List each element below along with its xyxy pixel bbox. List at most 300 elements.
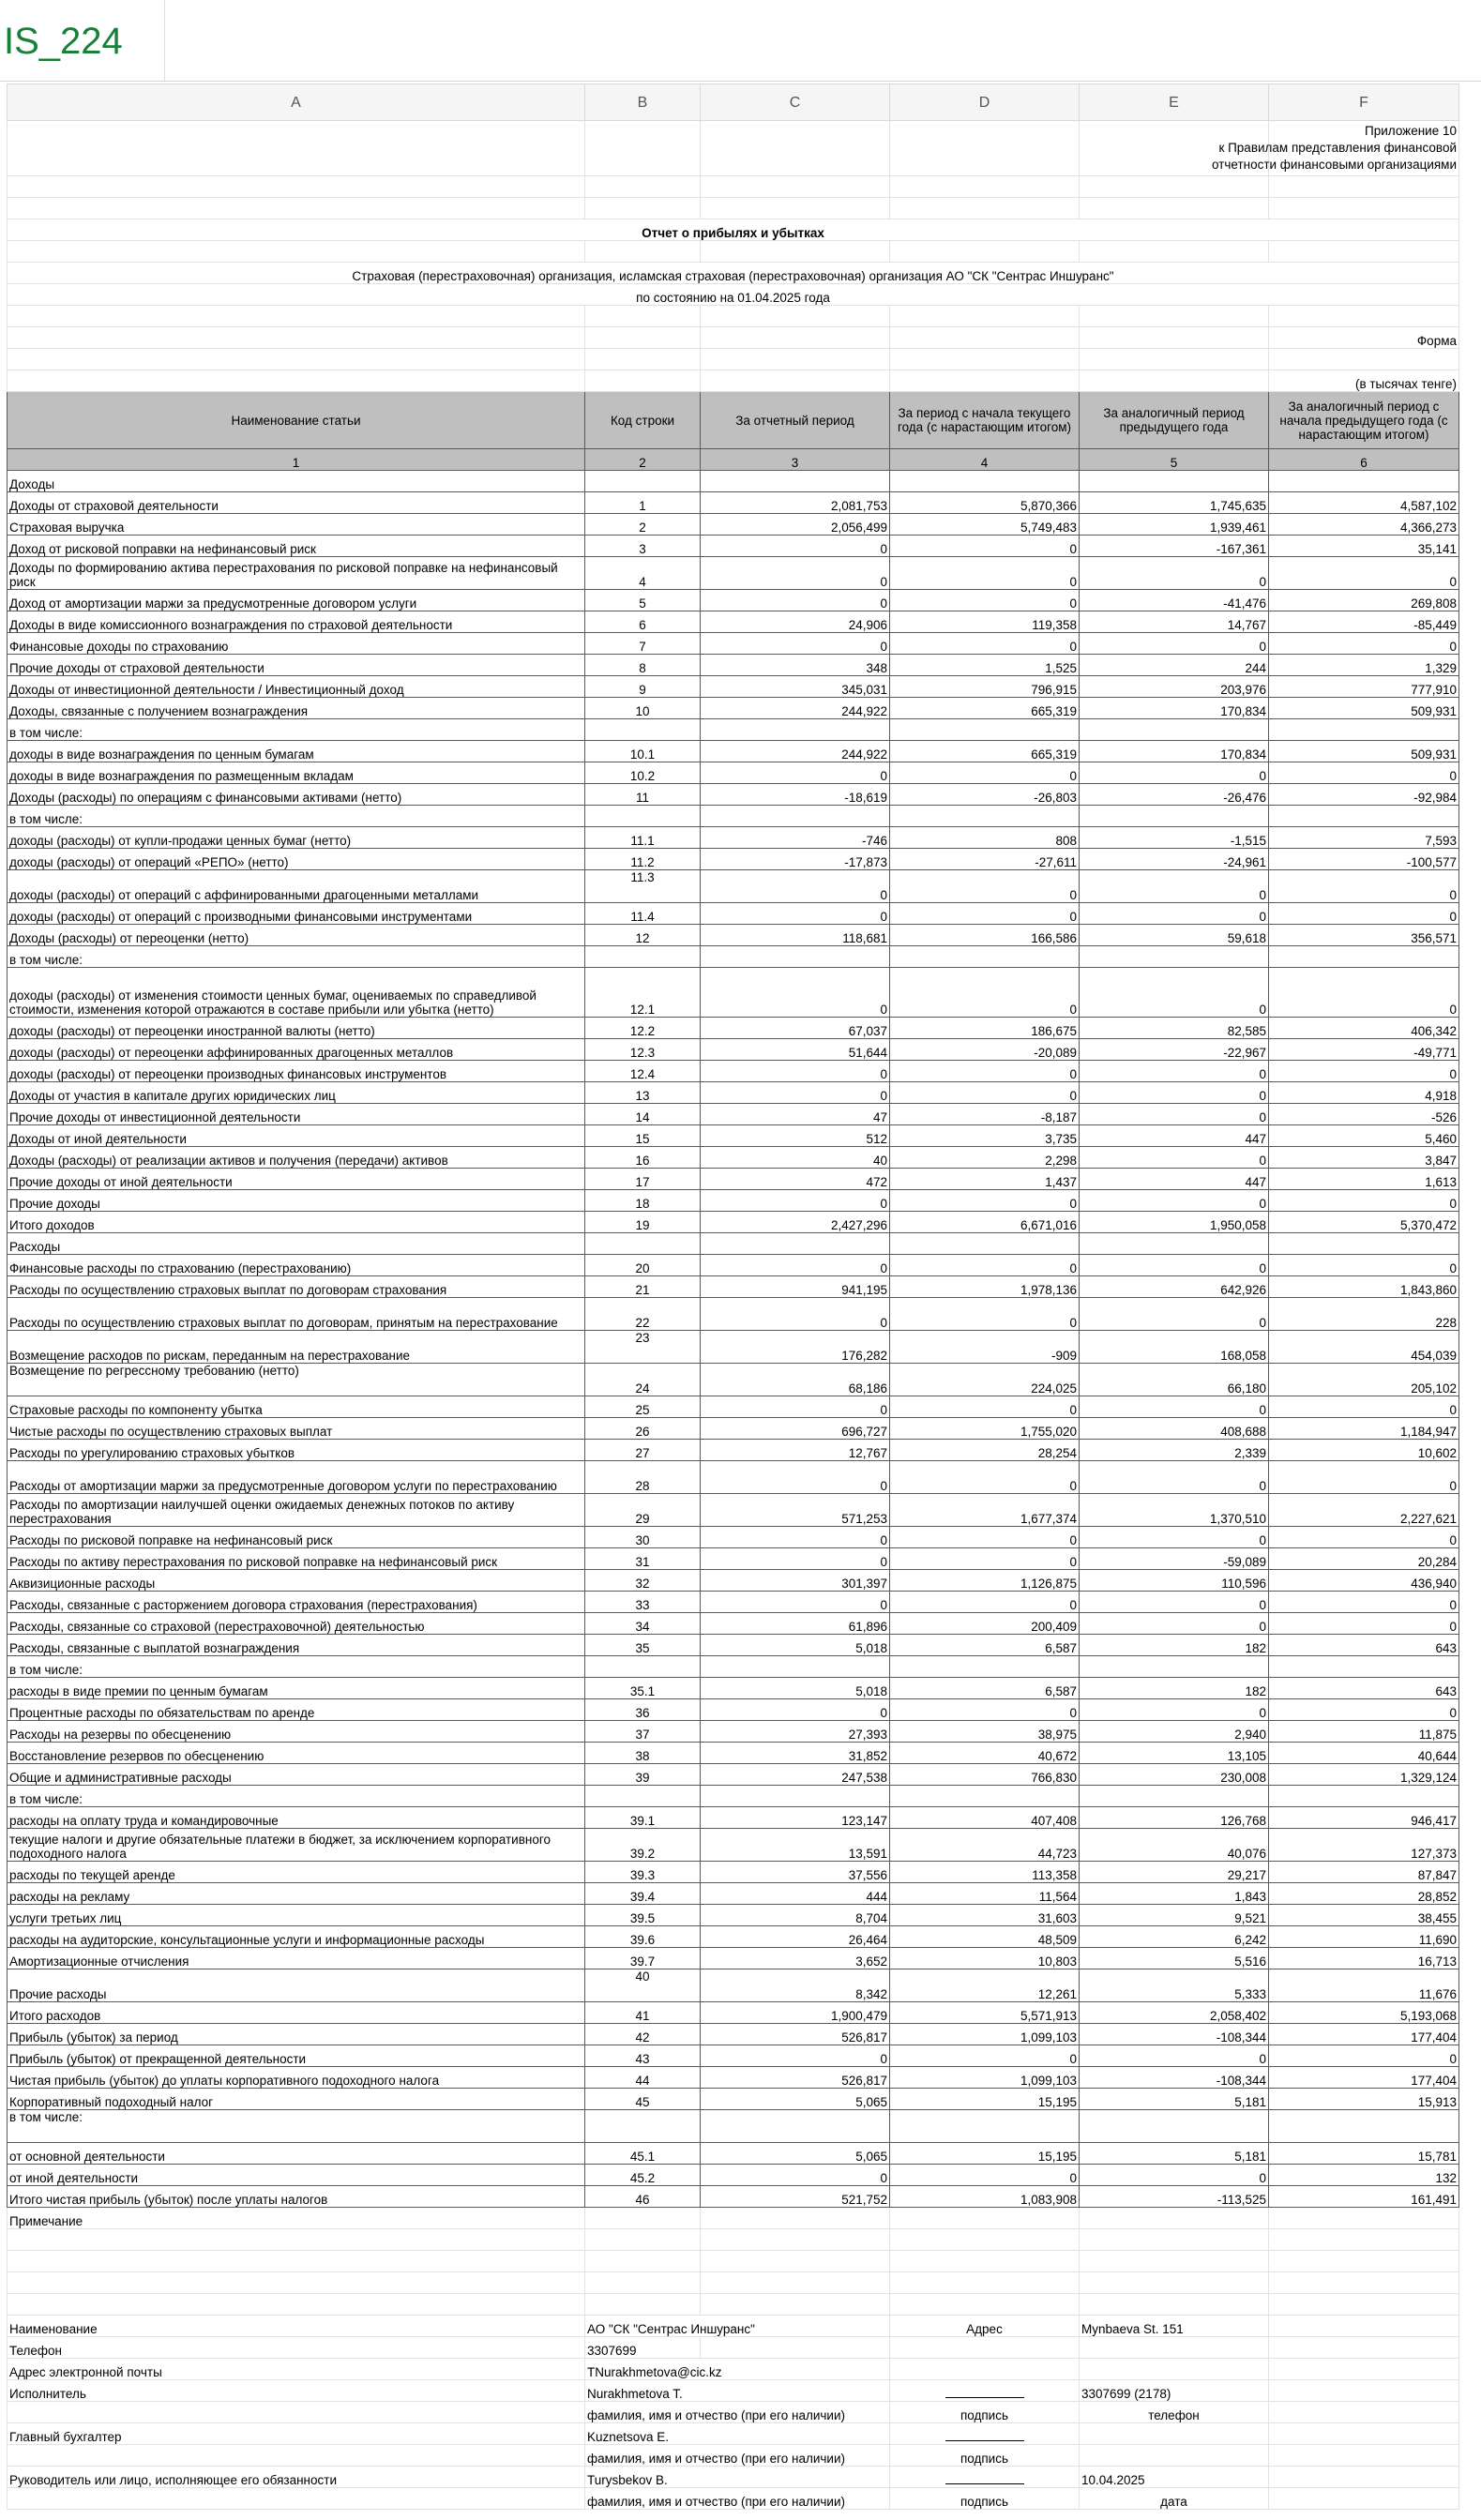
appendix-cell[interactable] — [1211, 121, 1459, 176]
value-prior-period[interactable]: 0 — [1080, 1699, 1269, 1721]
item-name-cell[interactable]: Прибыль (убыток) за период — [8, 2024, 585, 2045]
value-ytd-prior[interactable]: 454,039 — [1269, 1331, 1459, 1364]
value-ytd-prior[interactable]: 643 — [1269, 1678, 1459, 1699]
value-ytd-current[interactable]: 6,671,016 — [890, 1212, 1080, 1233]
item-name-cell[interactable]: доходы в виде вознаграждения по ценным бумагам — [8, 741, 585, 762]
value-ytd-prior[interactable]: 3,847 — [1269, 1147, 1459, 1169]
value-prior-period[interactable]: 0 — [1080, 762, 1269, 784]
value-prior-period[interactable]: 0 — [1080, 1255, 1269, 1276]
value-reporting-period[interactable]: 118,681 — [701, 925, 890, 946]
item-name-cell[interactable]: Доходы от иной деятельности — [8, 1125, 585, 1147]
value-reporting-period[interactable]: 0 — [701, 903, 890, 925]
value-prior-period[interactable]: 230,008 — [1080, 1764, 1269, 1786]
value-ytd-prior[interactable]: 35,141 — [1269, 536, 1459, 557]
value-ytd-prior[interactable]: 269,808 — [1269, 590, 1459, 611]
value-prior-period[interactable]: 6,242 — [1080, 1926, 1269, 1948]
value-prior-period[interactable]: 0 — [1080, 1082, 1269, 1104]
item-name-cell[interactable]: Прочие доходы от иной деятельности — [8, 1169, 585, 1190]
row-code-cell[interactable]: 46 — [585, 2186, 701, 2208]
item-name-cell[interactable]: Прибыль (убыток) от прекращенной деятельности — [8, 2045, 585, 2067]
value-ytd-current[interactable]: 1,083,908 — [890, 2186, 1080, 2208]
value-reporting-period[interactable]: 0 — [701, 1548, 890, 1570]
value-ytd-current[interactable]: 5,749,483 — [890, 514, 1080, 536]
value-ytd-prior[interactable]: 1,613 — [1269, 1169, 1459, 1190]
row-code-cell[interactable]: 11.2 — [585, 849, 701, 870]
item-name-cell[interactable]: доходы (расходы) от переоценки иностранной валюты (нетто) — [8, 1018, 585, 1039]
value-ytd-current[interactable]: 3,735 — [890, 1125, 1080, 1147]
item-name-cell[interactable]: Доходы — [8, 471, 585, 492]
value-ytd-current[interactable] — [890, 806, 1080, 827]
value-reporting-period[interactable]: 5,065 — [701, 2143, 890, 2165]
value-reporting-period[interactable]: 345,031 — [701, 676, 890, 698]
value-prior-period[interactable]: 170,834 — [1080, 741, 1269, 762]
row-code-cell[interactable]: 23 — [585, 1331, 701, 1364]
value-ytd-prior[interactable]: 0 — [1269, 903, 1459, 925]
value-ytd-current[interactable]: 0 — [890, 1396, 1080, 1418]
value-prior-period[interactable]: 244 — [1080, 655, 1269, 676]
footer-address-value[interactable]: Mynbaeva St. 151 — [1080, 2316, 1269, 2337]
value-ytd-current[interactable]: 2,298 — [890, 1147, 1080, 1169]
value-reporting-period[interactable]: 696,727 — [701, 1418, 890, 1440]
item-name-cell[interactable]: Доходы от участия в капитале других юридических лиц — [8, 1082, 585, 1104]
column-header-f[interactable]: F — [1269, 84, 1459, 121]
value-prior-period[interactable]: -108,344 — [1080, 2067, 1269, 2089]
value-ytd-prior[interactable]: 0 — [1269, 870, 1459, 903]
row-code-cell[interactable]: 11.3 — [585, 870, 701, 903]
row-code-cell[interactable]: 25 — [585, 1396, 701, 1418]
item-name-cell[interactable]: Возмещение расходов по рискам, переданным на перестрахование — [8, 1331, 585, 1364]
value-prior-period[interactable]: 0 — [1080, 1461, 1269, 1494]
value-ytd-prior[interactable]: 228 — [1269, 1298, 1459, 1331]
value-prior-period[interactable]: 0 — [1080, 968, 1269, 1018]
value-reporting-period[interactable]: 526,817 — [701, 2067, 890, 2089]
value-ytd-current[interactable] — [890, 471, 1080, 492]
value-prior-period[interactable]: 5,181 — [1080, 2089, 1269, 2110]
value-prior-period[interactable]: -167,361 — [1080, 536, 1269, 557]
row-code-cell[interactable]: 35 — [585, 1635, 701, 1656]
item-name-cell[interactable]: Доходы (расходы) от переоценки (нетто) — [8, 925, 585, 946]
value-ytd-prior[interactable] — [1269, 1786, 1459, 1807]
value-ytd-current[interactable]: 200,409 — [890, 1613, 1080, 1635]
value-reporting-period[interactable]: 31,852 — [701, 1743, 890, 1764]
header-reporting-period[interactable]: За отчетный период — [701, 392, 890, 449]
item-name-cell[interactable]: Расходы на резервы по обесценению — [8, 1721, 585, 1743]
value-prior-period[interactable]: 447 — [1080, 1169, 1269, 1190]
value-reporting-period[interactable] — [701, 471, 890, 492]
row-code-cell[interactable]: 45 — [585, 2089, 701, 2110]
row-code-cell[interactable]: 26 — [585, 1418, 701, 1440]
value-prior-period[interactable] — [1080, 946, 1269, 968]
column-header-d[interactable]: D — [890, 84, 1080, 121]
value-prior-period[interactable]: 59,618 — [1080, 925, 1269, 946]
value-ytd-prior[interactable]: 28,852 — [1269, 1883, 1459, 1905]
report-title[interactable]: Отчет о прибылях и убытках — [8, 219, 1459, 241]
row-code-cell[interactable]: 44 — [585, 2067, 701, 2089]
value-ytd-prior[interactable]: -92,984 — [1269, 784, 1459, 806]
row-code-cell[interactable]: 11.4 — [585, 903, 701, 925]
item-name-cell[interactable]: Расходы по осуществлению страховых выплат по договорам страхования — [8, 1276, 585, 1298]
item-name-cell[interactable]: Доходы, связанные с получением вознаграждения — [8, 698, 585, 719]
value-ytd-current[interactable]: 5,571,913 — [890, 2002, 1080, 2024]
value-ytd-prior[interactable]: 5,193,068 — [1269, 2002, 1459, 2024]
value-ytd-current[interactable]: 48,509 — [890, 1926, 1080, 1948]
value-reporting-period[interactable]: 348 — [701, 655, 890, 676]
row-code-cell[interactable] — [585, 1786, 701, 1807]
value-ytd-current[interactable] — [890, 1656, 1080, 1678]
row-code-cell[interactable]: 17 — [585, 1169, 701, 1190]
value-ytd-current[interactable]: 38,975 — [890, 1721, 1080, 1743]
value-ytd-prior[interactable]: 132 — [1269, 2165, 1459, 2186]
value-ytd-prior[interactable] — [1269, 946, 1459, 968]
value-ytd-current[interactable]: 10,803 — [890, 1948, 1080, 1969]
value-ytd-prior[interactable]: 0 — [1269, 762, 1459, 784]
row-code-cell[interactable]: 42 — [585, 2024, 701, 2045]
item-name-cell[interactable]: Расходы от амортизации маржи за предусмотренные договором услуги по перестрахованию — [8, 1461, 585, 1494]
row-code-cell[interactable]: 6 — [585, 611, 701, 633]
item-name-cell[interactable]: Прочие доходы — [8, 1190, 585, 1212]
row-code-cell[interactable]: 29 — [585, 1494, 701, 1527]
value-ytd-current[interactable]: 44,723 — [890, 1829, 1080, 1862]
value-prior-period[interactable]: 0 — [1080, 2045, 1269, 2067]
value-ytd-current[interactable]: 15,195 — [890, 2143, 1080, 2165]
value-ytd-current[interactable]: 0 — [890, 1527, 1080, 1548]
value-ytd-current[interactable]: 0 — [890, 968, 1080, 1018]
value-ytd-current[interactable]: 0 — [890, 590, 1080, 611]
value-ytd-current[interactable]: 0 — [890, 1298, 1080, 1331]
value-prior-period[interactable]: 2,058,402 — [1080, 2002, 1269, 2024]
value-ytd-prior[interactable]: 643 — [1269, 1635, 1459, 1656]
item-name-cell[interactable]: в том числе: — [8, 946, 585, 968]
row-code-cell[interactable]: 3 — [585, 536, 701, 557]
item-name-cell[interactable]: Расходы — [8, 1233, 585, 1255]
value-ytd-prior[interactable]: 946,417 — [1269, 1807, 1459, 1829]
value-ytd-prior[interactable]: 436,940 — [1269, 1570, 1459, 1592]
value-ytd-current[interactable]: 40,672 — [890, 1743, 1080, 1764]
header-ytd-current[interactable]: За период с начала текущего года (с нарастающим итогом) — [890, 392, 1080, 449]
value-prior-period[interactable]: 29,217 — [1080, 1862, 1269, 1883]
value-reporting-period[interactable]: 5,018 — [701, 1635, 890, 1656]
row-code-cell[interactable] — [585, 2110, 701, 2143]
value-reporting-period[interactable]: 24,906 — [701, 611, 890, 633]
value-ytd-current[interactable]: 15,195 — [890, 2089, 1080, 2110]
footer-head-label[interactable]: Руководитель или лицо, исполняющее его обязанности — [8, 2467, 585, 2488]
value-reporting-period[interactable]: 0 — [701, 762, 890, 784]
value-prior-period[interactable]: 9,521 — [1080, 1905, 1269, 1926]
row-code-cell[interactable]: 12.4 — [585, 1061, 701, 1082]
value-ytd-prior[interactable]: 1,329,124 — [1269, 1764, 1459, 1786]
value-reporting-period[interactable]: 244,922 — [701, 698, 890, 719]
footer-name-label[interactable]: Наименование — [8, 2316, 585, 2337]
value-reporting-period[interactable]: 5,018 — [701, 1678, 890, 1699]
value-ytd-prior[interactable]: 177,404 — [1269, 2024, 1459, 2045]
value-ytd-current[interactable] — [890, 2110, 1080, 2143]
value-prior-period[interactable]: 0 — [1080, 870, 1269, 903]
value-prior-period[interactable]: 408,688 — [1080, 1418, 1269, 1440]
value-ytd-prior[interactable]: 0 — [1269, 2045, 1459, 2067]
row-code-cell[interactable]: 40 — [585, 1969, 701, 2002]
value-prior-period[interactable] — [1080, 1656, 1269, 1678]
value-reporting-period[interactable]: 941,195 — [701, 1276, 890, 1298]
value-reporting-period[interactable]: 1,900,479 — [701, 2002, 890, 2024]
item-name-cell[interactable]: расходы на рекламу — [8, 1883, 585, 1905]
value-prior-period[interactable]: 0 — [1080, 1298, 1269, 1331]
value-reporting-period[interactable]: 68,186 — [701, 1364, 890, 1396]
row-code-cell[interactable]: 12.1 — [585, 968, 701, 1018]
value-reporting-period[interactable]: 0 — [701, 1190, 890, 1212]
note-label[interactable]: Примечание — [8, 2208, 585, 2229]
value-prior-period[interactable]: 0 — [1080, 1613, 1269, 1635]
value-prior-period[interactable]: 0 — [1080, 557, 1269, 590]
value-prior-period[interactable]: 168,058 — [1080, 1331, 1269, 1364]
value-reporting-period[interactable]: 301,397 — [701, 1570, 890, 1592]
footer-executor-phone[interactable]: 3307699 (2178) — [1080, 2380, 1269, 2402]
value-ytd-prior[interactable]: 1,184,947 — [1269, 1418, 1459, 1440]
form-label[interactable]: Форма — [1269, 327, 1459, 349]
column-header-c[interactable]: C — [701, 84, 890, 121]
value-ytd-prior[interactable]: 38,455 — [1269, 1905, 1459, 1926]
value-ytd-prior[interactable]: 15,913 — [1269, 2089, 1459, 2110]
value-reporting-period[interactable]: 61,896 — [701, 1613, 890, 1635]
row-code-cell[interactable]: 7 — [585, 633, 701, 655]
value-ytd-prior[interactable] — [1269, 1233, 1459, 1255]
value-prior-period[interactable]: 5,516 — [1080, 1948, 1269, 1969]
row-code-cell[interactable] — [585, 1656, 701, 1678]
item-name-cell[interactable]: доходы (расходы) от изменения стоимости ценных бумаг, оцениваемых по справедливой стоимости, изменения которой отражаются в составе прибыли или убытка (нетто) — [8, 968, 585, 1018]
row-code-cell[interactable]: 8 — [585, 655, 701, 676]
value-prior-period[interactable]: 5,333 — [1080, 1969, 1269, 2002]
value-ytd-current[interactable]: -27,611 — [890, 849, 1080, 870]
row-code-cell[interactable]: 31 — [585, 1548, 701, 1570]
value-reporting-period[interactable] — [701, 719, 890, 741]
value-prior-period[interactable]: 1,950,058 — [1080, 1212, 1269, 1233]
row-code-cell[interactable]: 22 — [585, 1298, 701, 1331]
value-ytd-current[interactable] — [890, 946, 1080, 968]
value-ytd-prior[interactable]: 0 — [1269, 1461, 1459, 1494]
row-code-cell[interactable]: 43 — [585, 2045, 701, 2067]
item-name-cell[interactable]: Доходы от страховой деятельности — [8, 492, 585, 514]
value-ytd-prior[interactable]: 4,587,102 — [1269, 492, 1459, 514]
value-prior-period[interactable]: -22,967 — [1080, 1039, 1269, 1061]
row-code-cell[interactable]: 38 — [585, 1743, 701, 1764]
value-ytd-prior[interactable]: 509,931 — [1269, 698, 1459, 719]
row-code-cell[interactable]: 11.1 — [585, 827, 701, 849]
value-ytd-current[interactable]: 796,915 — [890, 676, 1080, 698]
value-prior-period[interactable]: 5,181 — [1080, 2143, 1269, 2165]
header-number[interactable]: 6 — [1269, 449, 1459, 471]
value-reporting-period[interactable]: 176,282 — [701, 1331, 890, 1364]
item-name-cell[interactable]: доходы в виде вознаграждения по размещенным вкладам — [8, 762, 585, 784]
value-prior-period[interactable]: 0 — [1080, 1396, 1269, 1418]
item-name-cell[interactable]: Доход от амортизации маржи за предусмотренные договором услуги — [8, 590, 585, 611]
item-name-cell[interactable]: Страховые расходы по компоненту убытка — [8, 1396, 585, 1418]
footer-head-value[interactable]: Turysbekov B. — [585, 2467, 890, 2488]
value-ytd-current[interactable]: 0 — [890, 870, 1080, 903]
value-reporting-period[interactable]: 0 — [701, 870, 890, 903]
value-ytd-current[interactable]: 1,099,103 — [890, 2024, 1080, 2045]
value-reporting-period[interactable]: 0 — [701, 1255, 890, 1276]
value-prior-period[interactable]: 110,596 — [1080, 1570, 1269, 1592]
value-reporting-period[interactable]: 47 — [701, 1104, 890, 1125]
value-ytd-current[interactable]: 0 — [890, 2165, 1080, 2186]
row-code-cell[interactable]: 16 — [585, 1147, 701, 1169]
value-reporting-period[interactable]: 2,056,499 — [701, 514, 890, 536]
value-ytd-current[interactable]: 407,408 — [890, 1807, 1080, 1829]
value-prior-period[interactable]: 2,339 — [1080, 1440, 1269, 1461]
value-ytd-prior[interactable]: 161,491 — [1269, 2186, 1459, 2208]
value-ytd-current[interactable]: 224,025 — [890, 1364, 1080, 1396]
value-reporting-period[interactable] — [701, 806, 890, 827]
value-ytd-current[interactable]: 0 — [890, 1699, 1080, 1721]
value-reporting-period[interactable]: 0 — [701, 557, 890, 590]
row-code-cell[interactable] — [585, 471, 701, 492]
item-name-cell[interactable]: Расходы по рисковой поправке на нефинансовый риск — [8, 1527, 585, 1548]
value-ytd-current[interactable]: -909 — [890, 1331, 1080, 1364]
value-reporting-period[interactable]: 512 — [701, 1125, 890, 1147]
value-ytd-current[interactable]: -8,187 — [890, 1104, 1080, 1125]
value-ytd-prior[interactable]: 0 — [1269, 557, 1459, 590]
value-prior-period[interactable]: 40,076 — [1080, 1829, 1269, 1862]
value-prior-period[interactable]: 2,940 — [1080, 1721, 1269, 1743]
value-ytd-current[interactable]: 31,603 — [890, 1905, 1080, 1926]
row-code-cell[interactable]: 12 — [585, 925, 701, 946]
value-ytd-current[interactable]: 0 — [890, 1548, 1080, 1570]
value-prior-period[interactable]: 66,180 — [1080, 1364, 1269, 1396]
header-prior-period[interactable]: За аналогичный период предыдущего года — [1080, 392, 1269, 449]
item-name-cell[interactable]: Процентные расходы по обязательствам по аренде — [8, 1699, 585, 1721]
value-ytd-current[interactable]: 1,755,020 — [890, 1418, 1080, 1440]
value-reporting-period[interactable]: 13,591 — [701, 1829, 890, 1862]
row-code-cell[interactable]: 27 — [585, 1440, 701, 1461]
item-name-cell[interactable]: Корпоративный подоходный налог — [8, 2089, 585, 2110]
value-ytd-prior[interactable]: 0 — [1269, 1255, 1459, 1276]
item-name-cell[interactable]: доходы (расходы) от операций «РЕПО» (нетто) — [8, 849, 585, 870]
item-name-cell[interactable]: текущие налоги и другие обязательные платежи в бюджет, за исключением корпоративного подоходного налога — [8, 1829, 585, 1862]
value-reporting-period[interactable]: 247,538 — [701, 1764, 890, 1786]
value-reporting-period[interactable]: 27,393 — [701, 1721, 890, 1743]
item-name-cell[interactable]: Прочие расходы — [8, 1969, 585, 2002]
value-ytd-prior[interactable]: 205,102 — [1269, 1364, 1459, 1396]
value-prior-period[interactable]: 0 — [1080, 1527, 1269, 1548]
value-reporting-period[interactable]: 67,037 — [701, 1018, 890, 1039]
value-ytd-prior[interactable] — [1269, 2110, 1459, 2143]
value-ytd-current[interactable]: -26,803 — [890, 784, 1080, 806]
value-prior-period[interactable]: 126,768 — [1080, 1807, 1269, 1829]
value-ytd-prior[interactable]: 356,571 — [1269, 925, 1459, 946]
value-reporting-period[interactable]: 571,253 — [701, 1494, 890, 1527]
value-prior-period[interactable]: 447 — [1080, 1125, 1269, 1147]
item-name-cell[interactable]: Итого расходов — [8, 2002, 585, 2024]
footer-executor-value[interactable]: Nurakhmetova T. — [585, 2380, 890, 2402]
row-code-cell[interactable]: 11 — [585, 784, 701, 806]
item-name-cell[interactable]: в том числе: — [8, 1786, 585, 1807]
value-ytd-prior[interactable]: 0 — [1269, 968, 1459, 1018]
value-prior-period[interactable]: -108,344 — [1080, 2024, 1269, 2045]
value-ytd-current[interactable]: 0 — [890, 1461, 1080, 1494]
column-header-a[interactable]: A — [8, 84, 585, 121]
row-code-cell[interactable]: 4 — [585, 557, 701, 590]
value-ytd-current[interactable]: 1,437 — [890, 1169, 1080, 1190]
value-ytd-prior[interactable]: -526 — [1269, 1104, 1459, 1125]
row-code-cell[interactable]: 10.1 — [585, 741, 701, 762]
value-prior-period[interactable]: 1,939,461 — [1080, 514, 1269, 536]
value-reporting-period[interactable]: -746 — [701, 827, 890, 849]
footer-executor-label[interactable]: Исполнитель — [8, 2380, 585, 2402]
value-prior-period[interactable]: -41,476 — [1080, 590, 1269, 611]
item-name-cell[interactable]: Расходы по амортизации наилучшей оценки ожидаемых денежных потоков по активу перестрахования — [8, 1494, 585, 1527]
item-name-cell[interactable]: Расходы, связанные с выплатой вознаграждения — [8, 1635, 585, 1656]
item-name-cell[interactable]: Доходы в виде комиссионного вознаграждения по страховой деятельности — [8, 611, 585, 633]
value-ytd-current[interactable]: 6,587 — [890, 1635, 1080, 1656]
value-reporting-period[interactable]: 0 — [701, 1461, 890, 1494]
value-reporting-period[interactable]: 8,704 — [701, 1905, 890, 1926]
value-ytd-current[interactable]: 0 — [890, 1190, 1080, 1212]
value-ytd-prior[interactable]: 4,366,273 — [1269, 514, 1459, 536]
value-reporting-period[interactable]: 444 — [701, 1883, 890, 1905]
row-code-cell[interactable]: 9 — [585, 676, 701, 698]
item-name-cell[interactable]: от основной деятельности — [8, 2143, 585, 2165]
header-number[interactable]: 2 — [585, 449, 701, 471]
row-code-cell[interactable] — [585, 1233, 701, 1255]
value-reporting-period[interactable] — [701, 2110, 890, 2143]
row-code-cell[interactable]: 39.3 — [585, 1862, 701, 1883]
value-reporting-period[interactable]: 0 — [701, 590, 890, 611]
value-prior-period[interactable] — [1080, 1786, 1269, 1807]
row-code-cell[interactable]: 39 — [585, 1764, 701, 1786]
row-code-cell[interactable]: 41 — [585, 2002, 701, 2024]
value-ytd-prior[interactable]: 0 — [1269, 1061, 1459, 1082]
item-name-cell[interactable]: доходы (расходы) от переоценки производных финансовых инструментов — [8, 1061, 585, 1082]
value-reporting-period[interactable]: 0 — [701, 633, 890, 655]
value-ytd-current[interactable]: 166,586 — [890, 925, 1080, 946]
value-prior-period[interactable]: -24,961 — [1080, 849, 1269, 870]
units-label[interactable]: (в тысячах тенге) — [1269, 370, 1459, 392]
value-ytd-current[interactable]: 665,319 — [890, 741, 1080, 762]
value-reporting-period[interactable]: 3,652 — [701, 1948, 890, 1969]
value-prior-period[interactable]: 0 — [1080, 2165, 1269, 2186]
value-reporting-period[interactable]: 51,644 — [701, 1039, 890, 1061]
row-code-cell[interactable]: 32 — [585, 1570, 701, 1592]
item-name-cell[interactable]: Чистая прибыль (убыток) до уплаты корпоративного подоходного налога — [8, 2067, 585, 2089]
item-name-cell[interactable]: Расходы, связанные с расторжением договора страхования (перестрахования) — [8, 1592, 585, 1613]
value-ytd-prior[interactable]: 5,370,472 — [1269, 1212, 1459, 1233]
item-name-cell[interactable]: услуги третьих лиц — [8, 1905, 585, 1926]
value-prior-period[interactable] — [1080, 1233, 1269, 1255]
value-ytd-current[interactable]: 186,675 — [890, 1018, 1080, 1039]
footer-phone-label[interactable]: Телефон — [8, 2337, 585, 2359]
value-ytd-prior[interactable]: 40,644 — [1269, 1743, 1459, 1764]
value-prior-period[interactable]: -113,525 — [1080, 2186, 1269, 2208]
row-code-cell[interactable]: 36 — [585, 1699, 701, 1721]
row-code-cell[interactable] — [585, 946, 701, 968]
header-number[interactable]: 5 — [1080, 449, 1269, 471]
value-ytd-current[interactable]: 11,564 — [890, 1883, 1080, 1905]
value-ytd-prior[interactable]: 11,875 — [1269, 1721, 1459, 1743]
value-reporting-period[interactable]: -18,619 — [701, 784, 890, 806]
value-reporting-period[interactable]: 0 — [701, 1699, 890, 1721]
value-reporting-period[interactable] — [701, 1786, 890, 1807]
value-reporting-period[interactable]: 0 — [701, 1592, 890, 1613]
value-ytd-current[interactable]: -20,089 — [890, 1039, 1080, 1061]
value-ytd-current[interactable]: 0 — [890, 1255, 1080, 1276]
item-name-cell[interactable]: от иной деятельности — [8, 2165, 585, 2186]
row-code-cell[interactable]: 12.2 — [585, 1018, 701, 1039]
item-name-cell[interactable]: Доход от рисковой поправки на нефинансовый риск — [8, 536, 585, 557]
value-ytd-current[interactable]: 0 — [890, 1061, 1080, 1082]
item-name-cell[interactable]: Восстановление резервов по обесценению — [8, 1743, 585, 1764]
value-ytd-prior[interactable]: 7,593 — [1269, 827, 1459, 849]
value-ytd-current[interactable]: 665,319 — [890, 698, 1080, 719]
value-reporting-period[interactable]: 0 — [701, 968, 890, 1018]
